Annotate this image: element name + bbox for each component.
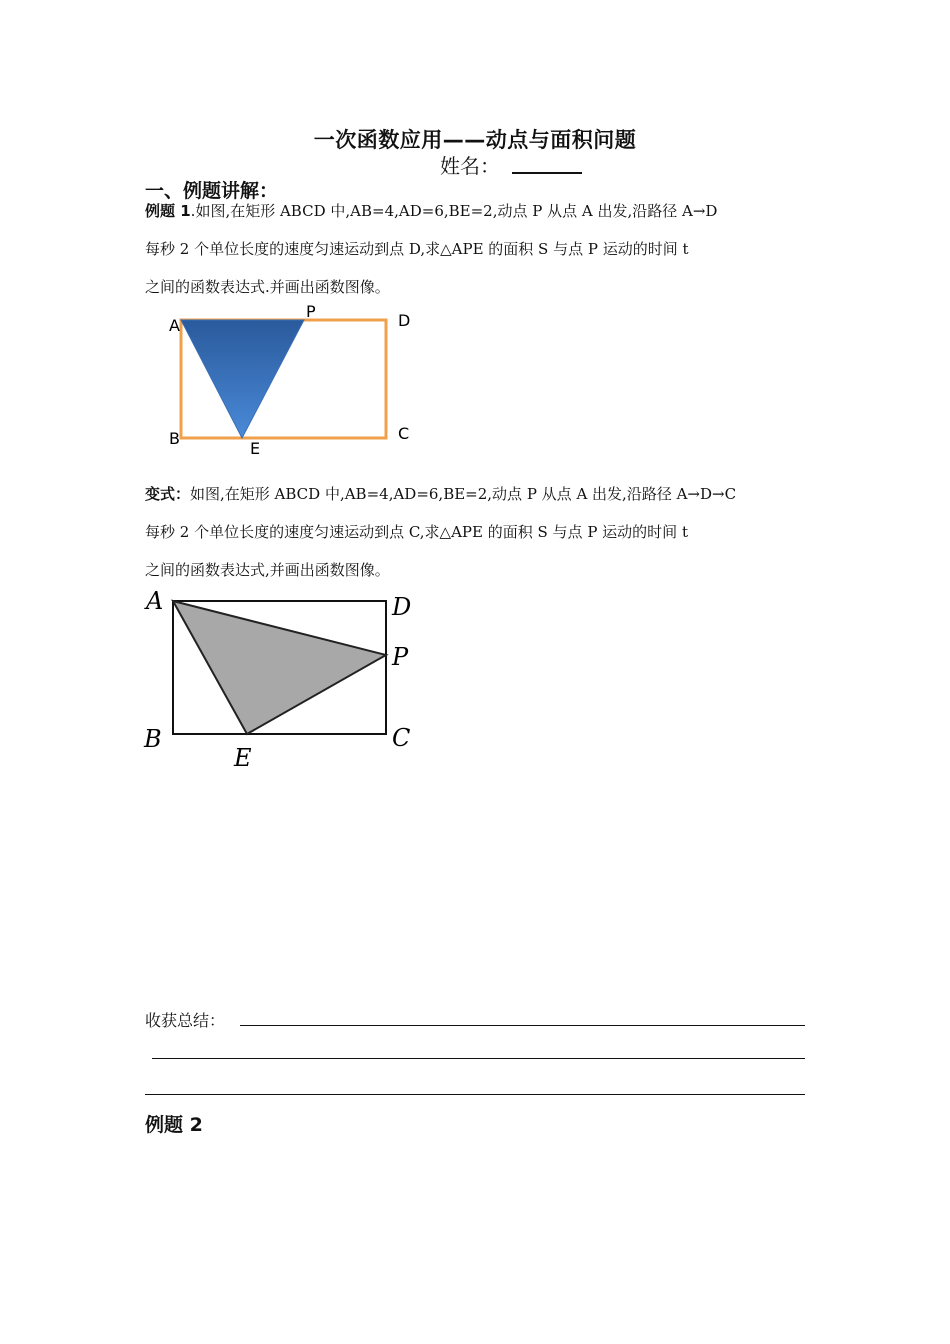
summary-line-2[interactable]: [152, 1058, 805, 1059]
example2-label: 例题 2: [145, 1114, 203, 1136]
label-b-2: B: [144, 725, 162, 753]
label-p: P: [306, 302, 316, 321]
label-e: E: [250, 439, 261, 458]
variant-label: 变式：: [145, 485, 191, 503]
label-d-2: D: [392, 593, 412, 621]
variant-text: [145, 475, 815, 589]
page-title: 一次函数应用——动点与面积问题: [313, 128, 637, 152]
label-c-2: C: [392, 724, 411, 752]
label-d: D: [398, 311, 411, 330]
example1-line3: 之间的函数表达式.并画出函数图像。: [145, 278, 390, 296]
summary-label: 收获总结：: [145, 1011, 226, 1030]
variant-line3: 之间的函数表达式,并画出函数图像。: [145, 561, 390, 579]
label-b: B: [169, 429, 180, 448]
example1-label: 例题 1: [145, 202, 191, 220]
example1-line1: .如图,在矩形 ABCD 中,AB=4,AD=6,BE=2,动点 P 从点 A 出发,沿路径 A→D: [190, 202, 718, 220]
example1-figure: [160, 298, 430, 463]
variant-figure: [140, 585, 430, 775]
name-blank[interactable]: [512, 172, 582, 174]
variant-line2: 每秒 2 个单位长度的速度匀速运动到点 C,求△APE 的面积 S 与点 P 运动的时间 t: [145, 523, 688, 541]
label-a-2: A: [146, 587, 164, 615]
summary-line-3[interactable]: [145, 1094, 805, 1095]
example1-line2: 每秒 2 个单位长度的速度匀速运动到点 D,求△APE 的面积 S 与点 P 运动的时间 t: [145, 240, 689, 258]
summary-line-1[interactable]: [240, 1025, 805, 1026]
section-heading: 一、例题讲解：: [145, 180, 279, 202]
name-label: 姓名：: [440, 154, 500, 178]
label-a: A: [169, 316, 180, 335]
variant-line1: 如图,在矩形 ABCD 中,AB=4,AD=6,BE=2,动点 P 从点 A 出发,沿路径 A→D→C: [190, 485, 737, 503]
label-e-2: E: [234, 744, 252, 772]
label-c: C: [398, 424, 410, 443]
triangle-ape-2: [173, 601, 386, 734]
label-p-2: P: [392, 643, 409, 671]
triangle-ape: [181, 320, 304, 438]
example1-text: [145, 192, 815, 306]
